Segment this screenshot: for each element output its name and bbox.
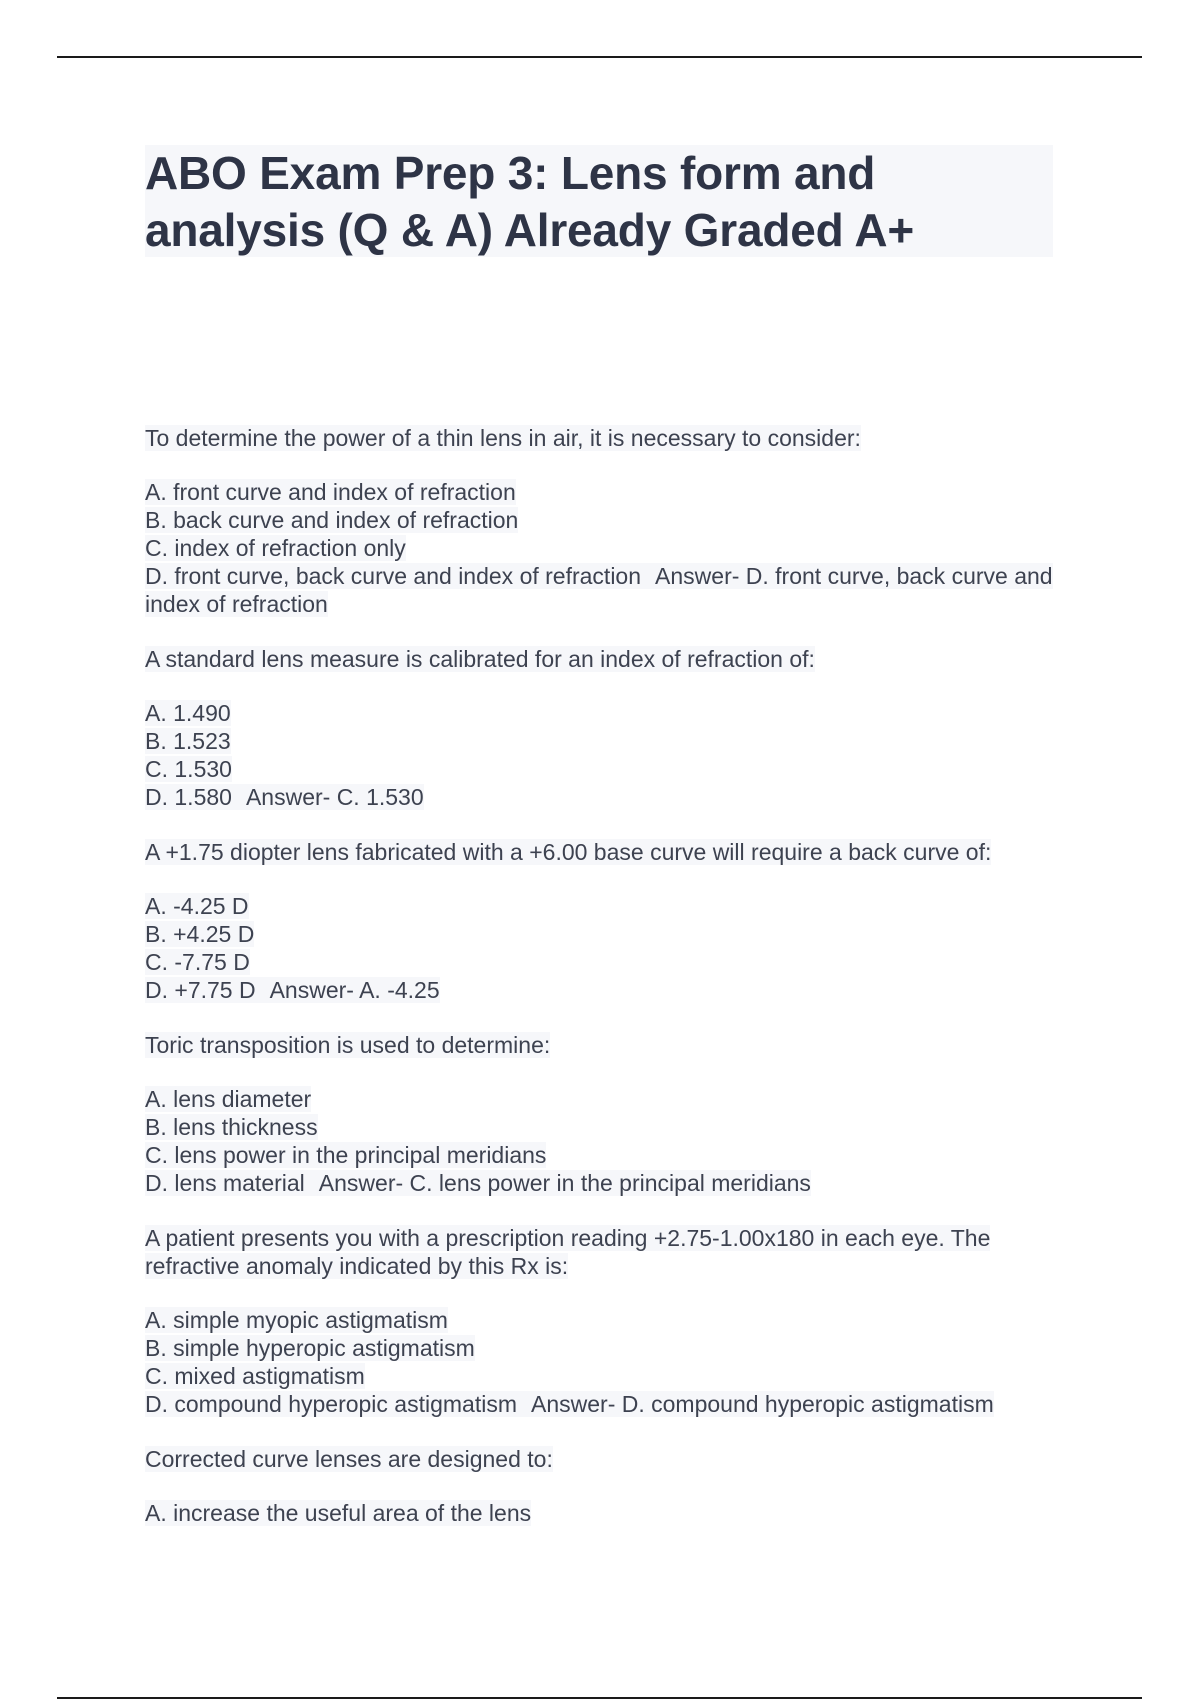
option: C. index of refraction only [145, 535, 406, 561]
question-block [145, 645, 1065, 811]
question-text: A patient presents you with a prescription reading +2.75-1.00x180 in each eye. The refractive anomaly indicated by this Rx is: [145, 1225, 991, 1279]
header-divider [57, 56, 1142, 58]
option: B. simple hyperopic astigmatism [145, 1335, 475, 1361]
option: A. increase the useful area of the lens [145, 1500, 532, 1526]
answer-options [145, 699, 1065, 811]
question-text: To determine the power of a thin lens in air, it is necessary to consider: [145, 425, 861, 451]
option: B. lens thickness [145, 1114, 318, 1140]
question-text: Corrected curve lenses are designed to: [145, 1446, 553, 1472]
answer-text: Answer- D. front curve, back curve and index of refraction [145, 563, 1053, 617]
answer-options [145, 478, 1065, 618]
qa-content [145, 424, 1065, 1554]
option: C. -7.75 D [145, 949, 250, 975]
answer-text: Answer- C. 1.530 [245, 784, 424, 810]
option: D. +7.75 D Answer- A. -4.25 [145, 977, 440, 1003]
question-block [145, 1445, 1065, 1527]
question-block [145, 838, 1065, 1004]
page-title: ABO Exam Prep 3: Lens form and analysis (Q & A) Already Graded A+ [145, 147, 915, 256]
answer-options [145, 1306, 1065, 1418]
option: A. front curve and index of refraction [145, 479, 516, 505]
answer-options [145, 1085, 1065, 1197]
option: A. 1.490 [145, 700, 231, 726]
answer-text: Answer- C. lens power in the principal meridians [318, 1170, 811, 1196]
question-block [145, 424, 1065, 618]
question-block [145, 1031, 1065, 1197]
option: D. front curve, back curve and index of refraction Answer- D. front curve, back curve and index of refraction [145, 563, 1053, 617]
option: D. 1.580 Answer- C. 1.530 [145, 784, 424, 810]
option: A. lens diameter [145, 1086, 312, 1112]
question-text: Toric transposition is used to determine: [145, 1032, 551, 1058]
question-block [145, 1224, 1065, 1418]
answer-text: Answer- A. -4.25 [269, 977, 440, 1003]
answer-options [145, 1499, 1065, 1527]
question-text: A standard lens measure is calibrated for an index of refraction of: [145, 646, 815, 672]
option: B. 1.523 [145, 728, 231, 754]
option: B. +4.25 D [145, 921, 255, 947]
footer-divider [57, 1697, 1142, 1699]
question-text: A +1.75 diopter lens fabricated with a +6.00 base curve will require a back curve of: [145, 839, 992, 865]
option: B. back curve and index of refraction [145, 507, 519, 533]
answer-options [145, 892, 1065, 1004]
option: A. simple myopic astigmatism [145, 1307, 448, 1333]
option: D. compound hyperopic astigmatism Answer- D. compound hyperopic astigmatism [145, 1391, 994, 1417]
title-block [145, 145, 1053, 257]
answer-text: Answer- D. compound hyperopic astigmatism [531, 1391, 994, 1417]
option: D. lens material Answer- C. lens power in the principal meridians [145, 1170, 811, 1196]
option: C. 1.530 [145, 756, 232, 782]
option: A. -4.25 D [145, 893, 249, 919]
option: C. lens power in the principal meridians [145, 1142, 547, 1168]
option: C. mixed astigmatism [145, 1363, 365, 1389]
